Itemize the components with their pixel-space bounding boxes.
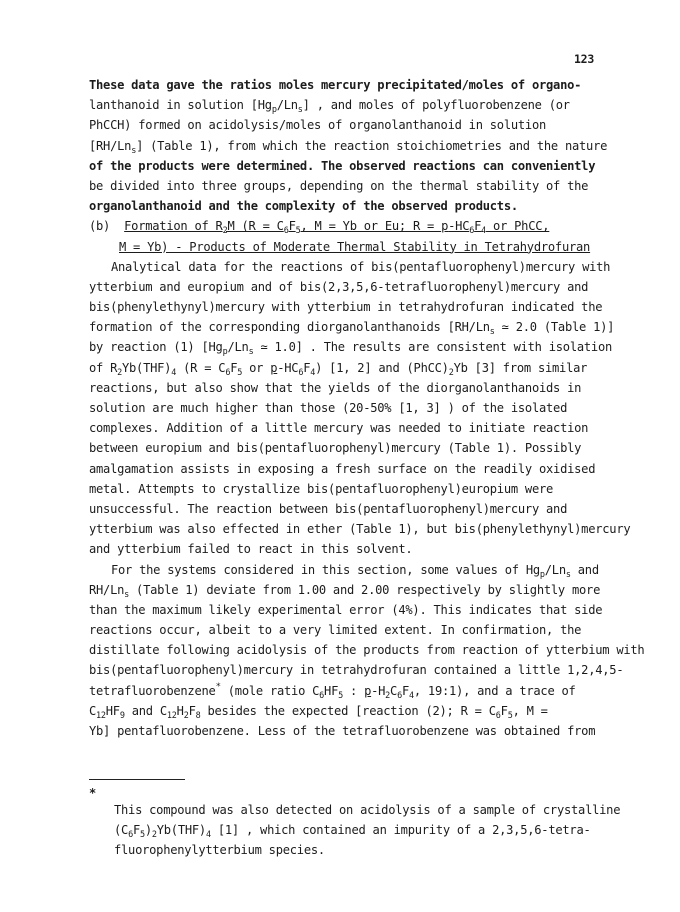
- text-line: reactions, but also show that the yields of the diorganolanthanoids in: [89, 380, 582, 395]
- footnote-mark: *: [89, 786, 96, 800]
- text-line: by reaction (1) [$Hg_p/Ln_s$ ≃ 1.0] . The results are consistent with isolation: [89, 340, 613, 358]
- text-line: solution are much higher than those (20-50% [1, 3] ) of the isolated: [89, 401, 568, 415]
- footnote: [114, 800, 621, 861]
- footnote-line: This compound was also detected on acidolysis of a sample of crystalline: [114, 803, 621, 817]
- text-line: ytterbium was also effected in ether (Table 1), but bis(phenylethynyl)mercury: [89, 522, 631, 537]
- text-line: unsuccessful. The reaction between bis(pentafluorophenyl)mercury and: [89, 501, 568, 516]
- body-text: [89, 75, 645, 741]
- text-line: bis(pentafluorophenyl)mercury in tetrahydrofuran contained a little 1,2,4,5-: [89, 663, 624, 678]
- text-line: than the maximum likely experimental error (4%). This indicates that side: [89, 602, 603, 617]
- text-line: organolanthanoid and the complexity of the observed products.: [89, 199, 518, 214]
- text-line: of the products were determined. The observed reactions can conveniently: [89, 158, 596, 173]
- text-line: Yb] pentafluorobenzene. Less of the tetrafluorobenzene was obtained from: [89, 724, 596, 738]
- text-line: lanthanoid in solution $[Hg_p/Ln_s]$ , and moles of polyfluorobenzene (or: [89, 98, 570, 116]
- text-line: $RH/Ln_s$ (Table 1) deviate from 1.00 and 2.00 respectively by slightly more: [89, 582, 601, 600]
- footnote-line: fluorophenylytterbium species.: [114, 843, 325, 858]
- section-heading: (b) Formation of $R_2M$ ($R = C_6F_5$, M = Yb or Eu; $R = p-HC_6F_4$ or PhCC,: [89, 219, 550, 237]
- text-line: ytterbium and europium and of bis(2,3,5,6-tetrafluorophenyl)mercury and: [89, 279, 589, 294]
- text-line: distillate following acidolysis of the products from reaction of ytterbium with: [89, 643, 645, 658]
- text-line: amalgamation assists in exposing a fresh surface on the readily oxidised: [89, 461, 596, 476]
- text-line: complexes. Addition of a little mercury was needed to initiate reaction: [89, 421, 589, 436]
- page-number: 123: [573, 52, 594, 66]
- text-line: be divided into three groups, depending on the thermal stability of the: [89, 178, 589, 193]
- text-line: $C_{12}HF_9$ and $C_{12}H_2F_8$ besides the expected [reaction (2); $R = C_6F_5$, M =: [89, 703, 548, 721]
- text-line: PhCCH) formed on acidolysis/moles of organolanthanoid in solution: [89, 118, 547, 133]
- section-heading-continued: M = Yb) - Products of Moderate Thermal Stability in Tetrahydrofuran: [119, 239, 591, 254]
- text-line: reactions occur, albeit to a very limited extent. In confirmation, the: [89, 623, 582, 638]
- text-line: Analytical data for the reactions of bis(pentafluorophenyl)mercury with: [111, 259, 611, 274]
- footnote-divider: [89, 779, 185, 780]
- text-line: tetrafluorobenzene* (mole ratio $C_6HF_5$ : $p-H_2C_6F_4$, 19:1), and a trace of: [89, 681, 576, 701]
- text-line: $[RH/Ln_s]$ (Table 1), from which the reaction stoichiometries and the nature: [89, 138, 608, 156]
- text-line: of $R_2Yb(THF)_4$ ($R = C_6F_5$ or $p-HC_6F_4$) [1, 2] and $(PhCC)_2Yb$ [3] from similar: [89, 360, 588, 378]
- text-line: between europium and bis(pentafluorophenyl)mercury (Table 1). Possibly: [89, 441, 582, 456]
- text-line: formation of the corresponding diorganolanthanoids [$RH/Ln_s$ ≃ 2.0 (Table 1)]: [89, 320, 615, 338]
- text-line: metal. Attempts to crystallize bis(pentafluorophenyl)europium were: [89, 481, 554, 496]
- text-line: For the systems considered in this section, some values of $Hg_p/Ln_s$ and: [111, 562, 599, 580]
- footnote-reference: *: [215, 681, 221, 692]
- text-line: bis(phenylethynyl)mercury with ytterbium in tetrahydrofuran indicated the: [89, 300, 603, 315]
- text-line: and ytterbium failed to react in this solvent.: [89, 542, 413, 557]
- text-line: These data gave the ratios moles mercury precipitated/moles of organo-: [89, 78, 582, 92]
- footnote-line: $(C_6F_5)_2Yb(THF)_4$ [1] , which contained an impurity of a 2,3,5,6-tetra-: [114, 823, 591, 841]
